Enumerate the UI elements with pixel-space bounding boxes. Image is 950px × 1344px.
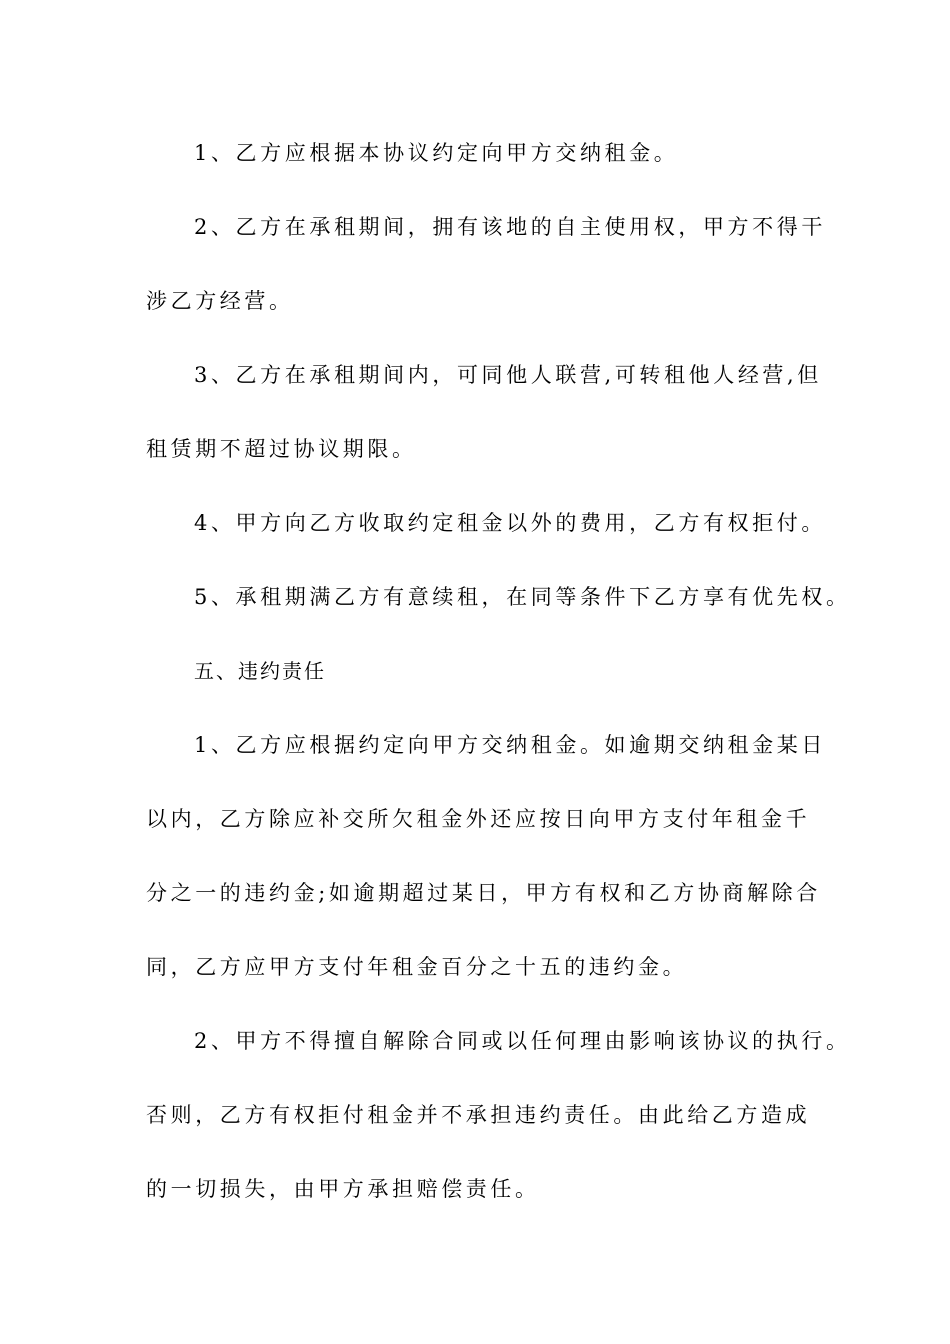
document-body [146,116,851,1226]
paragraph-line: 涉乙方经营。 [146,289,294,313]
paragraph-line: 同，乙方应甲方支付年租金百分之十五的违约金。 [146,955,688,979]
paragraph-sublease [146,338,822,486]
paragraph-line: 3、乙方在承租期间内，可同他人联营,可转租他人经营,但 [194,363,822,387]
paragraph-use-right [146,190,826,338]
section-heading: 五、违约责任 [194,659,326,683]
paragraph-renewal [146,560,851,634]
paragraph-line: 4、甲方向乙方收取约定租金以外的费用，乙方有权拒付。 [194,511,826,535]
paragraph-line: 否则，乙方有权拒付租金并不承担违约责任。由此给乙方造成 [146,1103,811,1127]
paragraph-line: 1、乙方应根据本协议约定向甲方交纳租金。 [194,141,679,165]
paragraph-late-payment [146,708,826,1004]
section-heading-breach [146,634,814,708]
paragraph-line: 租赁期不超过协议期限。 [146,437,417,461]
paragraph-line: 2、乙方在承租期间，拥有该地的自主使用权，甲方不得干 [194,215,826,239]
paragraph-line: 的一切损失，由甲方承担赔偿责任。 [146,1177,540,1201]
paragraph-termination [146,1004,851,1226]
paragraph-rent-payment [146,116,814,190]
paragraph-line: 5、承租期满乙方有意续租，在同等条件下乙方享有优先权。 [194,585,851,609]
paragraph-line: 2、甲方不得擅自解除合同或以任何理由影响该协议的执行。 [194,1029,851,1053]
paragraph-line: 分之一的违约金;如逾期超过某日，甲方有权和乙方协商解除合 [146,881,821,905]
paragraph-extra-fees [146,486,826,560]
paragraph-line: 以内，乙方除应补交所欠租金外还应按日向甲方支付年租金千 [146,807,811,831]
paragraph-line: 1、乙方应根据约定向甲方交纳租金。如逾期交纳租金某日 [194,733,826,757]
